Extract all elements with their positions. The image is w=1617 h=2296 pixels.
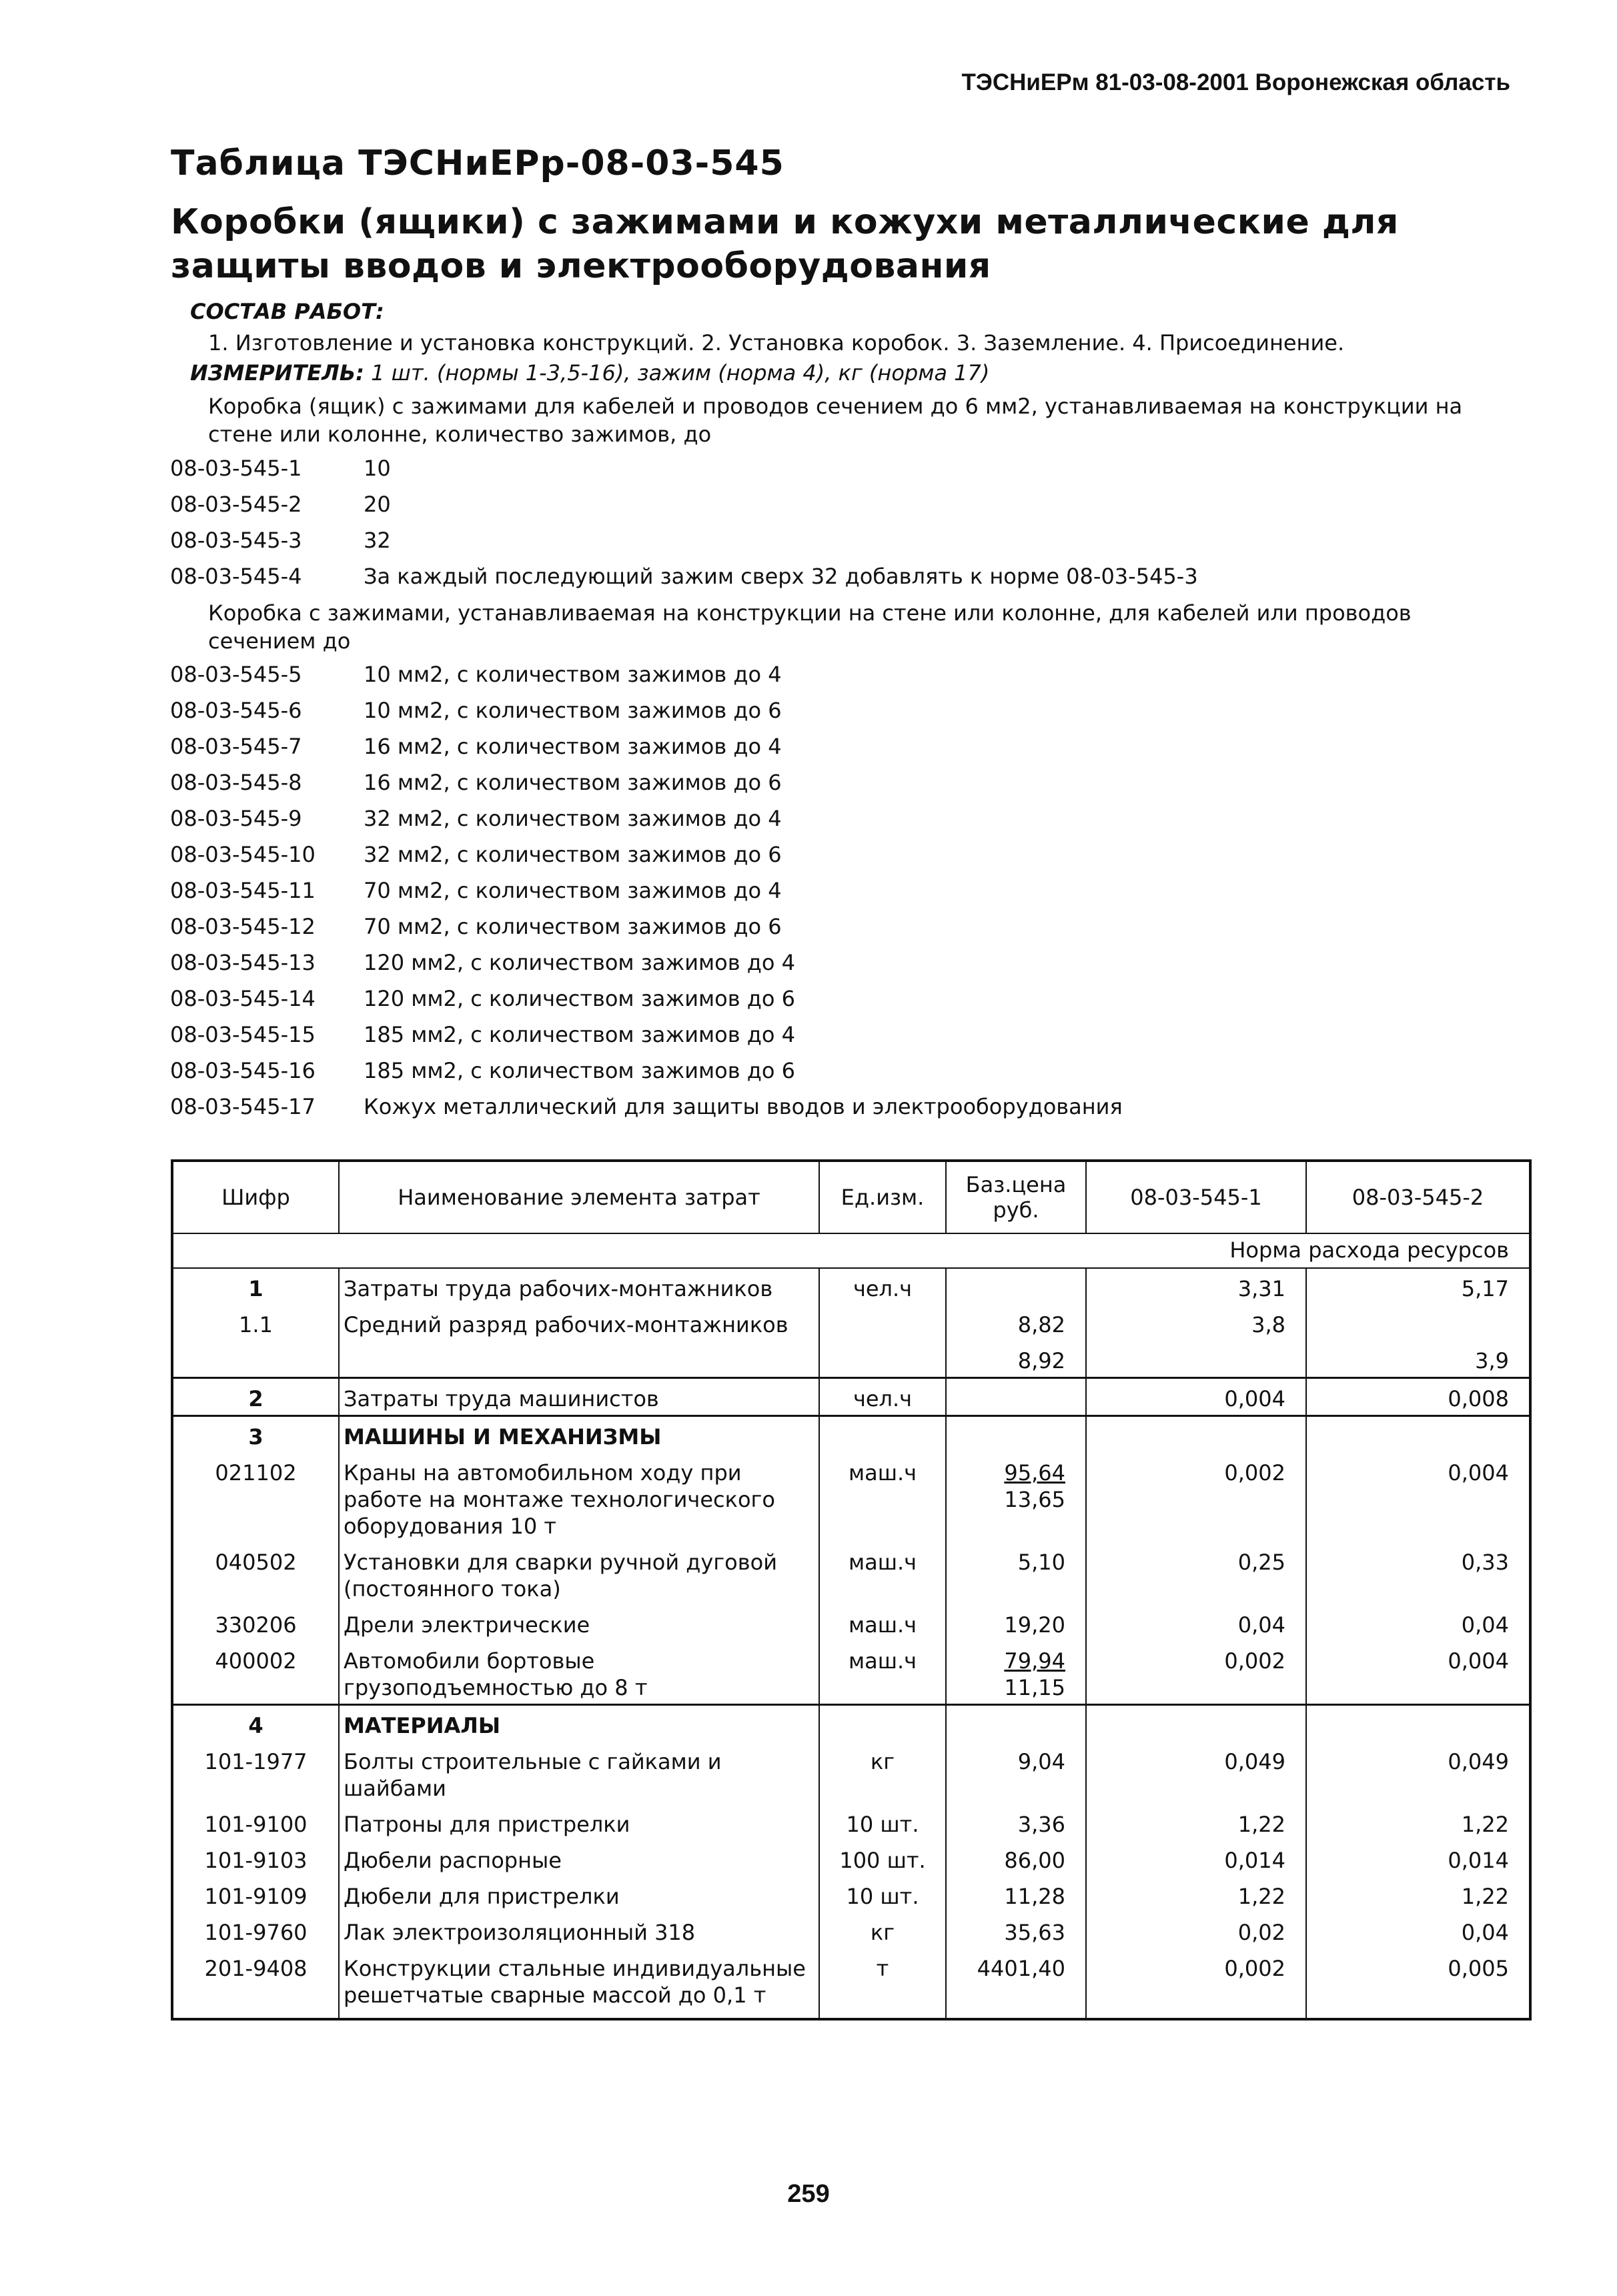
header-name: Наименование элемента затрат — [339, 1161, 819, 1233]
cell-col1: 0,004 — [1086, 1378, 1306, 1416]
cell-col1 — [1086, 1416, 1306, 1454]
table-row — [172, 1268, 1530, 1305]
cell-unit: чел.ч — [819, 1378, 946, 1416]
table-row — [172, 1542, 1530, 1605]
cell-shifr: 101-9100 — [172, 1804, 339, 1840]
cell-unit: 10 шт. — [819, 1876, 946, 1912]
cell-col2: 0,33 — [1306, 1542, 1530, 1605]
header-unit: Ед.изм. — [819, 1161, 946, 1233]
norm-desc: 120 мм2, с количеством зажимов до 4 — [364, 950, 795, 975]
price-value: 5,10 — [1017, 1550, 1065, 1575]
table-row — [172, 1305, 1530, 1341]
norm-desc: 70 мм2, с количеством зажимов до 4 — [364, 878, 782, 903]
code-row — [170, 842, 782, 878]
table-row — [172, 1453, 1530, 1542]
price-value: 19,20 — [1004, 1612, 1065, 1638]
cell-unit: 10 шт. — [819, 1804, 946, 1840]
meter-label: ИЗМЕРИТЕЛЬ: — [190, 360, 364, 386]
header-shifr: Шифр — [172, 1161, 339, 1233]
cell-unit: маш.ч — [819, 1542, 946, 1605]
norm-desc: 32 — [364, 528, 391, 553]
norm-code: 08-03-545-11 — [170, 878, 316, 903]
cell-col1: 0,002 — [1086, 1453, 1306, 1542]
cell-col1: 0,014 — [1086, 1840, 1306, 1876]
page-header: ТЭСНиЕРм 81-03-08-2001 Воронежская область — [961, 69, 1510, 95]
cell-col2 — [1306, 1705, 1530, 1742]
norm-code: 08-03-545-17 — [170, 1094, 316, 1119]
cell-col2: 1,22 — [1306, 1804, 1530, 1840]
table-header-row — [172, 1161, 1530, 1233]
cell-unit: маш.ч — [819, 1641, 946, 1705]
price-value: 8,92 — [1017, 1348, 1065, 1373]
price-value: 11,28 — [1004, 1884, 1065, 1909]
header-price-line1: Баз.цена — [965, 1172, 1067, 1197]
code-row — [170, 456, 391, 492]
cell-name: Болты строительные с гайками и шайбами — [339, 1742, 819, 1804]
price-value: 8,82 — [1017, 1312, 1065, 1337]
cell-shifr: 1.1 — [172, 1305, 339, 1341]
norm-label-row — [172, 1233, 1530, 1268]
cell-shifr: 2 — [172, 1378, 339, 1416]
norm-desc: 10 мм2, с количеством зажимов до 6 — [364, 698, 782, 723]
cell-col1: 0,04 — [1086, 1605, 1306, 1641]
cell-shifr: 040502 — [172, 1542, 339, 1605]
cell-price — [946, 1542, 1086, 1605]
cell-price — [946, 1840, 1086, 1876]
cell-col1: 0,049 — [1086, 1742, 1306, 1804]
cell-shifr: 330206 — [172, 1605, 339, 1641]
cell-col2 — [1306, 1305, 1530, 1341]
norm-desc: 20 — [364, 492, 391, 517]
cell-unit — [819, 1305, 946, 1341]
cell-unit — [819, 1416, 946, 1454]
norm-desc: 16 мм2, с количеством зажимов до 4 — [364, 734, 782, 759]
norm-desc: 10 — [364, 456, 391, 481]
table-row — [172, 1948, 1530, 2019]
cell-name: Патроны для пристрелки — [339, 1804, 819, 1840]
header-col2: 08-03-545-2 — [1306, 1161, 1530, 1233]
cell-col2: 0,004 — [1306, 1641, 1530, 1705]
table-row — [172, 1341, 1530, 1378]
norm-code: 08-03-545-10 — [170, 842, 316, 867]
cell-col1: 0,002 — [1086, 1641, 1306, 1705]
norm-desc: 70 мм2, с количеством зажимов до 6 — [364, 914, 782, 939]
cell-unit: т — [819, 1948, 946, 2019]
cell-name — [339, 1341, 819, 1378]
code-row — [170, 662, 782, 698]
price-value: 4401,40 — [977, 1956, 1065, 1981]
norm-code: 08-03-545-13 — [170, 950, 316, 975]
norm-code: 08-03-545-1 — [170, 456, 302, 481]
cell-col1: 0,25 — [1086, 1542, 1306, 1605]
norm-desc: 120 мм2, с количеством зажимов до 6 — [364, 986, 795, 1011]
table-row — [172, 1641, 1530, 1705]
cell-col2: 0,049 — [1306, 1742, 1530, 1804]
paragraph-boxes-clamps: Коробка с зажимами, устанавливаемая на конструкции на стене или колонне, для кабелей или проводов сечением до — [208, 600, 1412, 654]
cell-col1 — [1086, 1341, 1306, 1378]
table-row — [172, 1840, 1530, 1876]
cell-name: Краны на автомобильном ходу при работе на монтаже технологического оборудования 10 т — [339, 1453, 819, 1542]
cell-shifr — [172, 1341, 339, 1378]
code-row — [170, 492, 391, 528]
header-col1: 08-03-545-1 — [1086, 1161, 1306, 1233]
cell-col2: 0,004 — [1306, 1453, 1530, 1542]
table-row — [172, 1742, 1530, 1804]
norm-label: Норма расхода ресурсов — [172, 1233, 1530, 1268]
cell-name: Конструкции стальные индивидуальные решетчатые сварные массой до 0,1 т — [339, 1948, 819, 2019]
cell-shifr: 201-9408 — [172, 1948, 339, 2019]
code-row — [170, 986, 795, 1022]
code-row — [170, 1058, 795, 1094]
cell-col1 — [1086, 1705, 1306, 1742]
cell-unit: чел.ч — [819, 1268, 946, 1305]
cell-col1: 3,8 — [1086, 1305, 1306, 1341]
cell-unit: маш.ч — [819, 1453, 946, 1542]
cell-price — [946, 1705, 1086, 1742]
cell-col1: 1,22 — [1086, 1876, 1306, 1912]
cell-shifr: 101-9103 — [172, 1840, 339, 1876]
norm-desc: 185 мм2, с количеством зажимов до 6 — [364, 1058, 795, 1083]
cell-unit: маш.ч — [819, 1605, 946, 1641]
page-number: 259 — [787, 2180, 830, 2208]
cell-col2: 0,008 — [1306, 1378, 1530, 1416]
cell-name: Лак электроизоляционный 318 — [339, 1912, 819, 1948]
norm-code: 08-03-545-5 — [170, 662, 302, 687]
price-value-secondary: 13,65 — [1004, 1487, 1065, 1512]
price-value: 3,36 — [1017, 1812, 1065, 1837]
cell-col2: 5,17 — [1306, 1268, 1530, 1305]
code-row — [170, 1022, 795, 1058]
cell-price — [946, 1341, 1086, 1378]
norm-code: 08-03-545-12 — [170, 914, 316, 939]
cell-name: МАШИНЫ И МЕХАНИЗМЫ — [339, 1416, 819, 1454]
cell-col1: 0,02 — [1086, 1912, 1306, 1948]
cell-price — [946, 1378, 1086, 1416]
code-row — [170, 564, 1198, 600]
code-row — [170, 528, 391, 564]
header-price — [946, 1161, 1086, 1233]
cell-name: Автомобили бортовые грузоподъемностью до 8 т — [339, 1641, 819, 1705]
norm-desc: 16 мм2, с количеством зажимов до 6 — [364, 770, 782, 795]
cell-name: МАТЕРИАЛЫ — [339, 1705, 819, 1742]
cell-col1: 3,31 — [1086, 1268, 1306, 1305]
cell-name: Дюбели для пристрелки — [339, 1876, 819, 1912]
cell-col1: 0,002 — [1086, 1948, 1306, 2019]
cell-col2: 0,04 — [1306, 1605, 1530, 1641]
meter-text: 1 шт. (нормы 1-3,5-16), зажим (норма 4), кг (норма 17) — [371, 360, 990, 386]
cell-shifr: 1 — [172, 1268, 339, 1305]
cell-name: Затраты труда рабочих-монтажников — [339, 1268, 819, 1305]
price-value: 35,63 — [1004, 1920, 1065, 1945]
cell-col2: 0,014 — [1306, 1840, 1530, 1876]
norm-code: 08-03-545-9 — [170, 806, 302, 831]
table-row — [172, 1416, 1530, 1454]
norm-code: 08-03-545-8 — [170, 770, 302, 795]
cell-col1: 1,22 — [1086, 1804, 1306, 1840]
cell-col2: 0,04 — [1306, 1912, 1530, 1948]
cell-unit: кг — [819, 1742, 946, 1804]
paragraph-boxes-small: Коробка (ящик) с зажимами для кабелей и проводов сечением до 6 мм2, устанавливаемая на конструкции на стене или колонне, количество зажимов, до — [208, 394, 1463, 447]
cell-price — [946, 1912, 1086, 1948]
price-value: 86,00 — [1004, 1848, 1065, 1873]
table-row — [172, 1705, 1530, 1742]
cell-price — [946, 1453, 1086, 1542]
table-row — [172, 1605, 1530, 1641]
cell-name: Дрели электрические — [339, 1605, 819, 1641]
cell-name: Дюбели распорные — [339, 1840, 819, 1876]
code-row — [170, 878, 782, 914]
cell-price — [946, 1804, 1086, 1840]
norm-code: 08-03-545-16 — [170, 1058, 316, 1083]
cell-price — [946, 1742, 1086, 1804]
cell-price — [946, 1641, 1086, 1705]
norm-code: 08-03-545-6 — [170, 698, 302, 723]
cell-name: Установки для сварки ручной дуговой (постоянного тока) — [339, 1542, 819, 1605]
header-price-line2: руб. — [993, 1197, 1039, 1223]
code-row — [170, 806, 782, 842]
code-row — [170, 770, 782, 806]
code-row — [170, 950, 795, 986]
norm-code: 08-03-545-7 — [170, 734, 302, 759]
cell-col2: 3,9 — [1306, 1341, 1530, 1378]
code-row — [170, 914, 782, 950]
code-row — [170, 1094, 1123, 1130]
cell-shifr: 101-9760 — [172, 1912, 339, 1948]
cell-shifr: 3 — [172, 1416, 339, 1454]
cell-shifr: 4 — [172, 1705, 339, 1742]
table-row — [172, 1378, 1530, 1416]
cell-unit — [819, 1341, 946, 1378]
composition-text: 1. Изготовление и установка конструкций. 2. Установка коробок. 3. Заземление. 4. Присоединение. — [208, 330, 1345, 356]
cell-col2: 1,22 — [1306, 1876, 1530, 1912]
cell-price — [946, 1605, 1086, 1641]
norm-desc: 32 мм2, с количеством зажимов до 6 — [364, 842, 782, 867]
cell-unit: 100 шт. — [819, 1840, 946, 1876]
cell-price — [946, 1416, 1086, 1454]
norm-desc: 10 мм2, с количеством зажимов до 4 — [364, 662, 782, 687]
cell-price — [946, 1948, 1086, 2019]
resource-table — [171, 1159, 1532, 2021]
price-value: 79,94 — [1004, 1648, 1065, 1674]
cell-col2: 0,005 — [1306, 1948, 1530, 2019]
norm-code: 08-03-545-3 — [170, 528, 302, 553]
norm-desc: 32 мм2, с количеством зажимов до 4 — [364, 806, 782, 831]
table-row — [172, 1876, 1530, 1912]
cell-name: Средний разряд рабочих-монтажников — [339, 1305, 819, 1341]
cell-price — [946, 1305, 1086, 1341]
code-row — [170, 698, 782, 734]
norm-code: 08-03-545-2 — [170, 492, 302, 517]
code-row — [170, 734, 782, 770]
cell-price — [946, 1268, 1086, 1305]
section-title: Коробки (ящики) с зажимами и кожухи металлические для защиты вводов и электрооборудования — [171, 202, 1399, 286]
norm-desc: 185 мм2, с количеством зажимов до 4 — [364, 1022, 795, 1047]
norm-code: 08-03-545-4 — [170, 564, 302, 589]
cell-shifr: 101-9109 — [172, 1876, 339, 1912]
price-value: 9,04 — [1017, 1749, 1065, 1774]
cell-shifr: 101-1977 — [172, 1742, 339, 1804]
norm-code: 08-03-545-15 — [170, 1022, 316, 1047]
cell-price — [946, 1876, 1086, 1912]
cell-col2 — [1306, 1416, 1530, 1454]
meter-line — [190, 360, 989, 386]
table-row — [172, 1804, 1530, 1840]
cell-unit — [819, 1705, 946, 1742]
norm-desc: За каждый последующий зажим сверх 32 добавлять к норме 08-03-545-3 — [364, 564, 1198, 589]
norm-desc: Кожух металлический для защиты вводов и электрооборудования — [364, 1094, 1123, 1119]
price-value-secondary: 11,15 — [1004, 1675, 1065, 1700]
composition-label: СОСТАВ РАБОТ: — [190, 299, 384, 324]
cell-unit: кг — [819, 1912, 946, 1948]
norm-code: 08-03-545-14 — [170, 986, 316, 1011]
table-title: Таблица ТЭСНиЕРр-08-03-545 — [171, 143, 784, 183]
price-value: 95,64 — [1004, 1460, 1065, 1486]
cell-shifr: 021102 — [172, 1453, 339, 1542]
cell-name: Затраты труда машинистов — [339, 1378, 819, 1416]
cell-shifr: 400002 — [172, 1641, 339, 1705]
table-row — [172, 1912, 1530, 1948]
